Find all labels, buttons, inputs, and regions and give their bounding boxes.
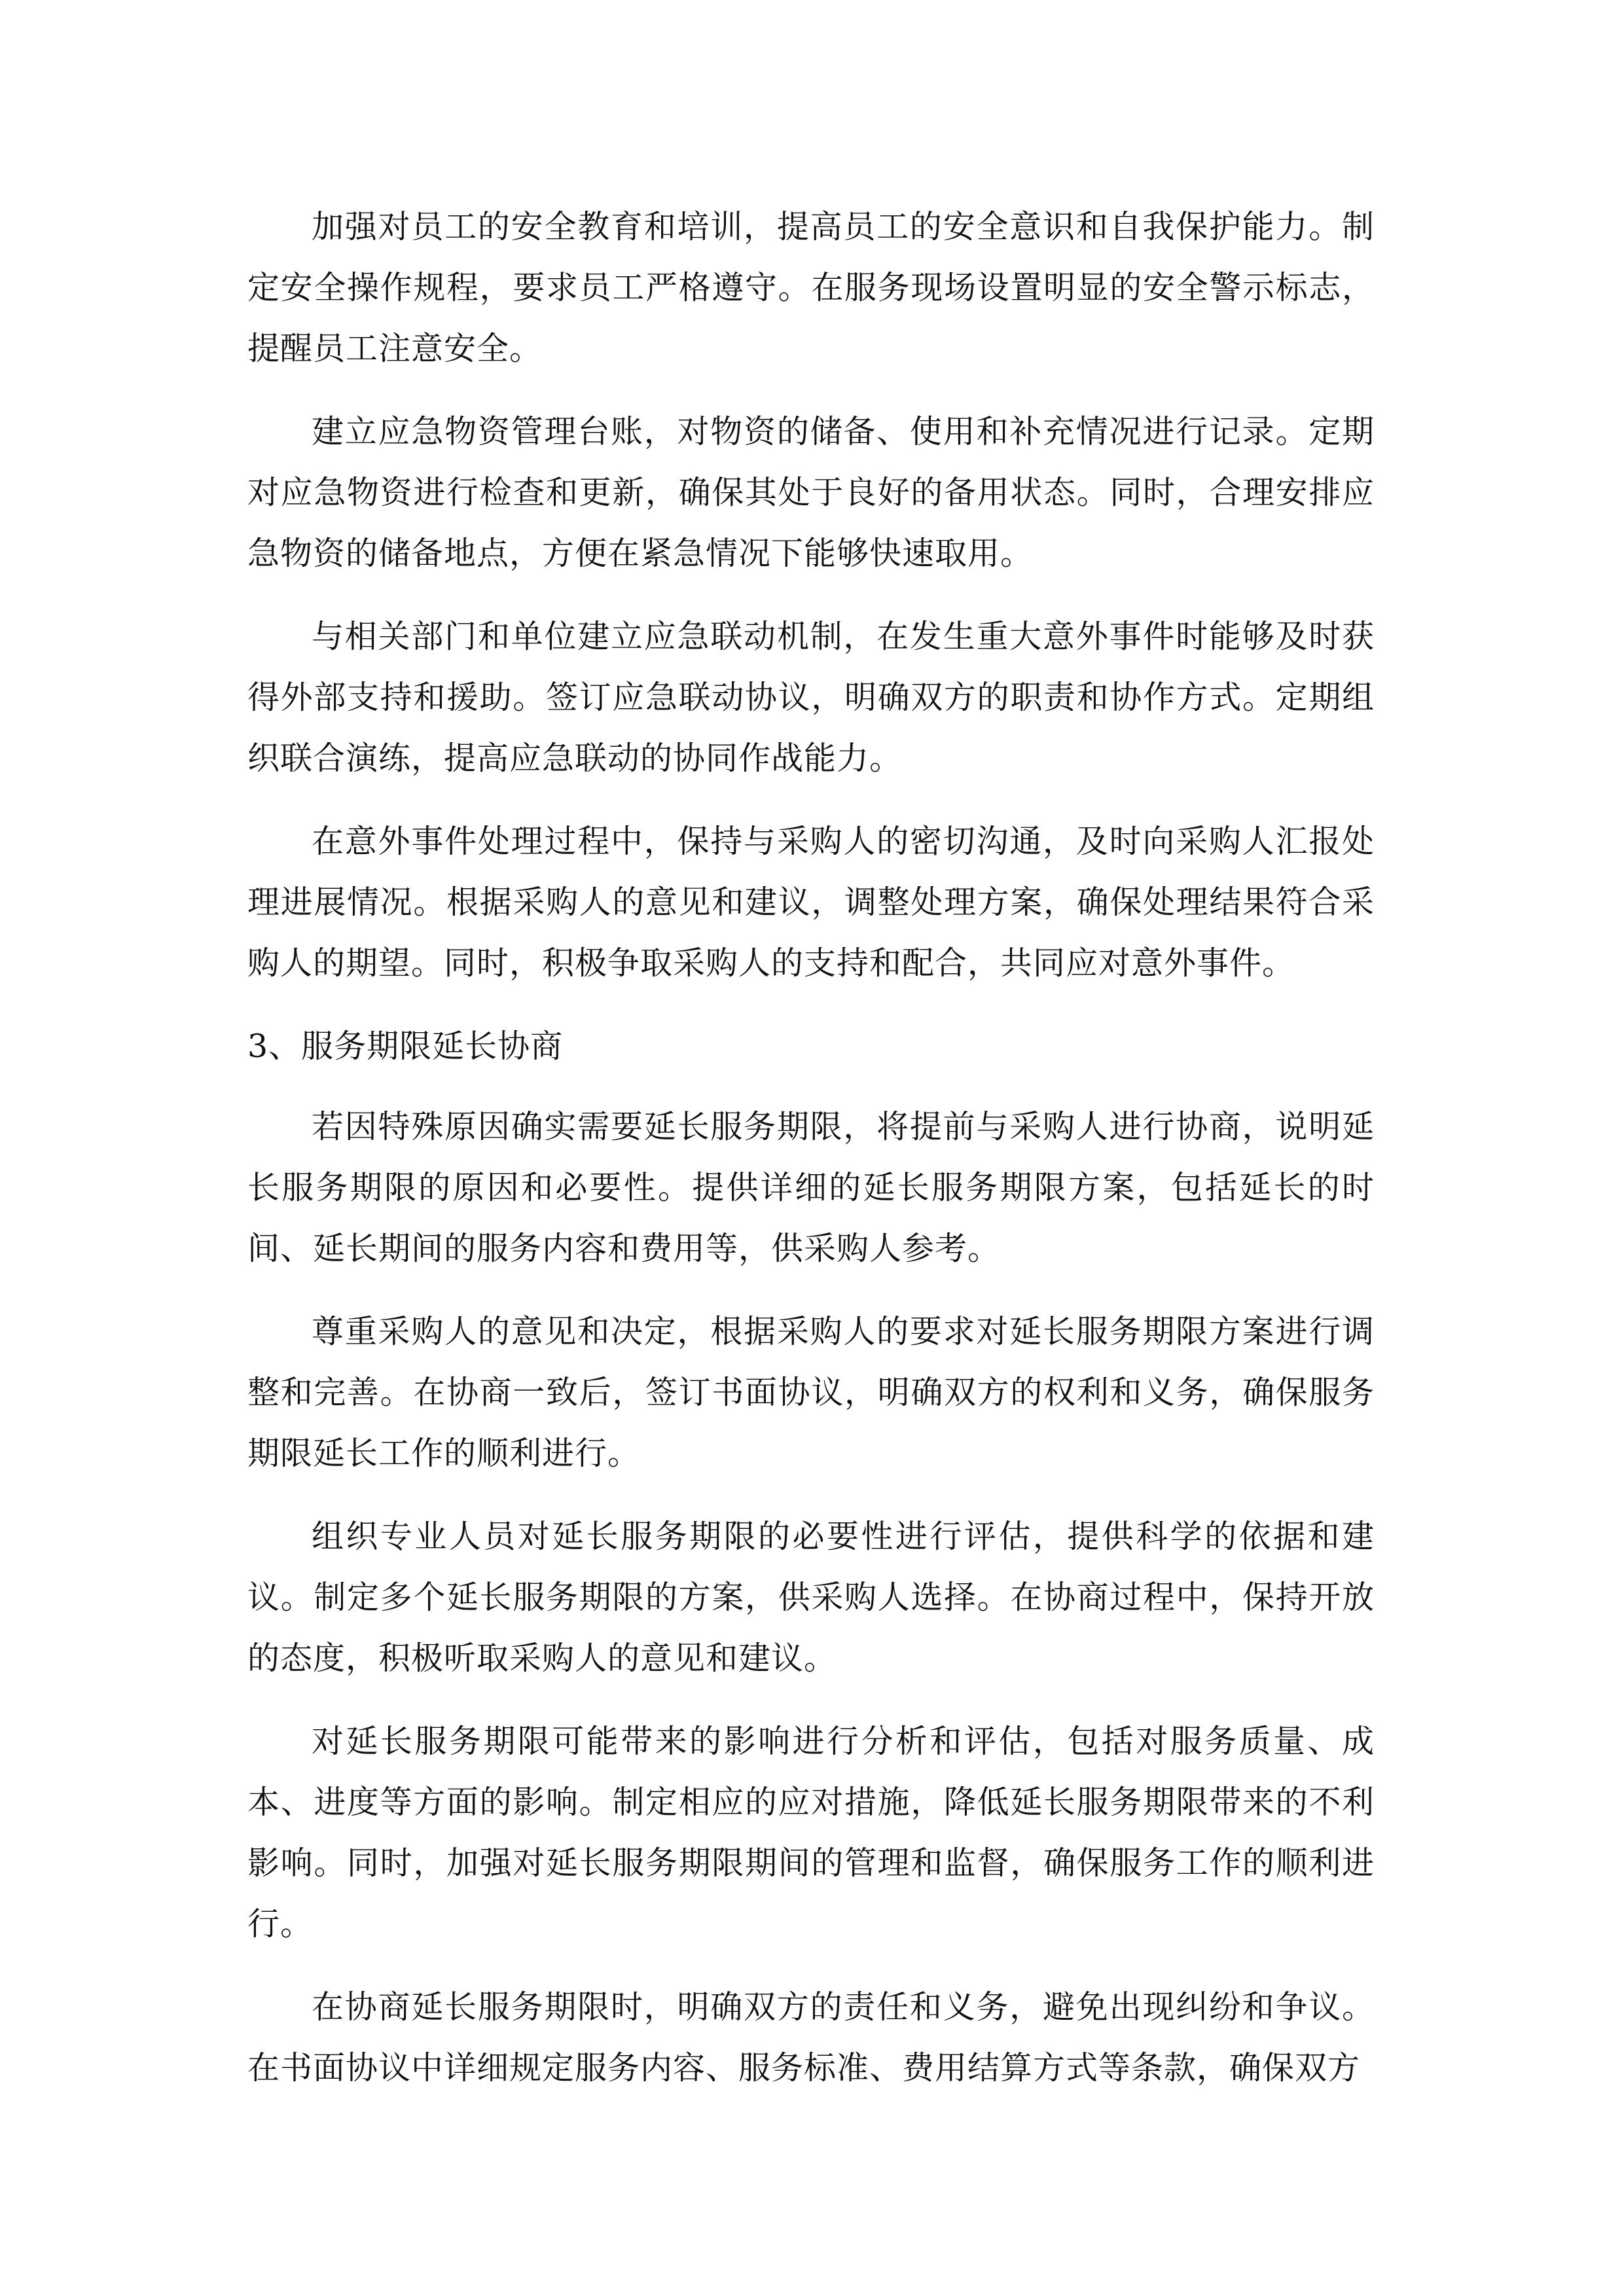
paragraph-impact-analysis: 对延长服务期限可能带来的影响进行分析和评估，包括对服务质量、成本、进度等方面的影响。制定相应的应对措施，降低延长服务期限带来的不利影响。同时，加强对延长服务期限期间的管理和监督，确保服务工作的顺利进行。 <box>247 1723 1375 1943</box>
paragraph-emergency-linkage: 与相关部门和单位建立应急联动机制，在发生重大意外事件时能够及时获得外部支持和援助。签订应急联动协议，明确双方的职责和协作方式。定期组织联合演练，提高应急联动的协同作战能力。 <box>247 618 1375 777</box>
paragraph-purchaser-communication: 在意外事件处理过程中，保持与采购人的密切沟通，及时向采购人汇报处理进展情况。根据采购人的意见和建议，调整处理方案，确保处理结果符合采购人的期望。同时，积极争取采购人的支持和配合，共同应对意外事件。 <box>247 823 1375 982</box>
paragraph-responsibilities: 在协商延长服务期限时，明确双方的责任和义务，避免出现纠纷和争议。在书面协议中详细规定服务内容、服务标准、费用结算方式等条款，确保双方 <box>247 1988 1375 2087</box>
paragraph-extension-negotiation: 若因特殊原因确实需要延长服务期限，将提前与采购人进行协商，说明延长服务期限的原因和必要性。提供详细的延长服务期限方案，包括延长的时间、延长期间的服务内容和费用等，供采购人参考。 <box>247 1108 1375 1267</box>
section-heading: 3、服务期限延长协商 <box>247 1028 564 1065</box>
paragraph-respect-decision: 尊重采购人的意见和决定，根据采购人的要求对延长服务期限方案进行调整和完善。在协商一致后，签订书面协议，明确双方的权利和义务，确保服务期限延长工作的顺利进行。 <box>247 1313 1375 1472</box>
document-page <box>247 196 1375 2121</box>
paragraph-emergency-supplies: 建立应急物资管理台账，对物资的储备、使用和补充情况进行记录。定期对应急物资进行检查和更新，确保其处于良好的备用状态。同时，合理安排应急物资的储备地点，方便在紧急情况下能够快速取用。 <box>247 413 1375 572</box>
paragraph-extension-evaluation: 组织专业人员对延长服务期限的必要性进行评估，提供科学的依据和建议。制定多个延长服务期限的方案，供采购人选择。在协商过程中，保持开放的态度，积极听取采购人的意见和建议。 <box>247 1518 1375 1677</box>
paragraph-safety-training: 加强对员工的安全教育和培训，提高员工的安全意识和自我保护能力。制定安全操作规程，要求员工严格遵守。在服务现场设置明显的安全警示标志，提醒员工注意安全。 <box>247 208 1375 367</box>
